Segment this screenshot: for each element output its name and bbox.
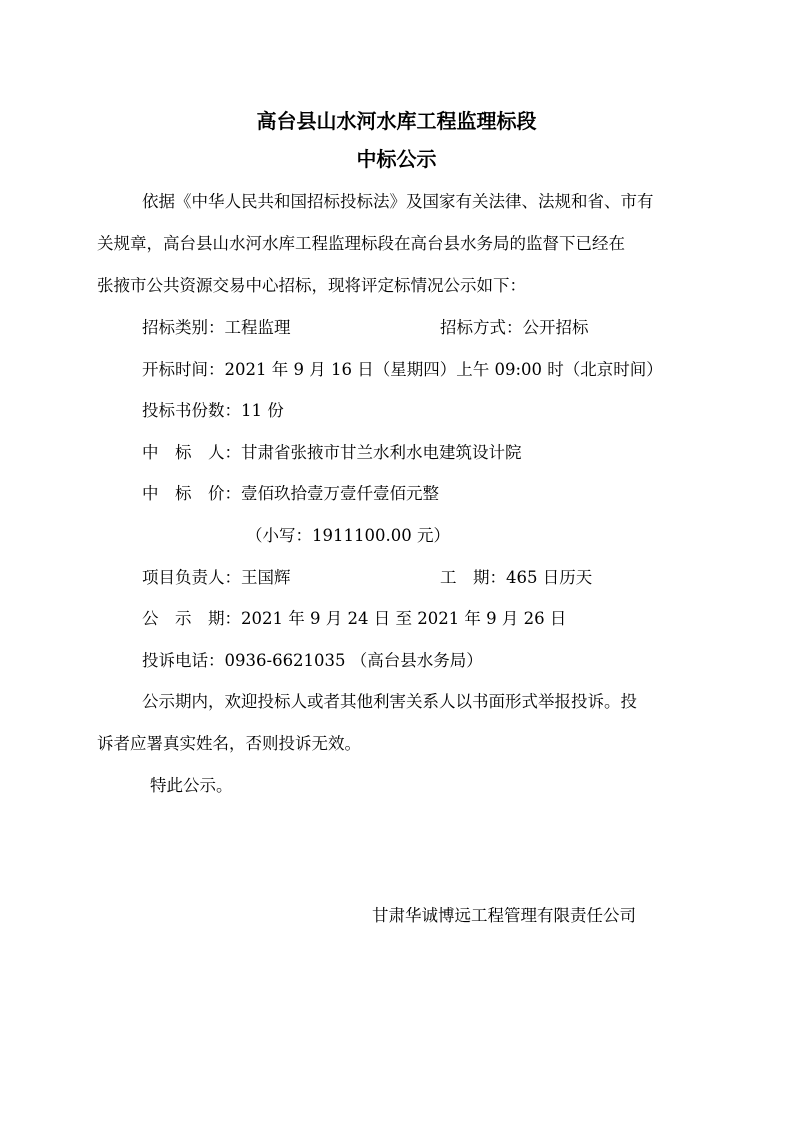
closing-text: 特此公示。 [150,776,233,795]
manager-duration-row [142,566,702,590]
category-method-row [142,316,702,340]
duration [440,566,592,590]
intro-line-2: 关规章，高台县山水河水库工程监理标段在高台县水务局的监督下已经在 [97,234,625,253]
project-manager: 项目负责人：王国辉 [142,568,291,587]
price-numeric: （小写：1911100.00 元） [246,526,450,545]
issuer-signature: 甘肃华诚博远工程管理有限责任公司 [372,906,636,925]
duration-label: 工 期： [440,568,506,587]
winner-row [142,441,522,465]
complaint-note-line-1: 公示期内，欢迎投标人或者其他利害关系人以书面形式举报投诉。投 [142,692,637,711]
intro-line-1: 依据《中华人民共和国招标投标法》及国家有关法律、法规和省、市有 [142,192,654,211]
price-label: 中 标 价： [142,484,241,503]
bid-count: 投标书份数：11 份 [142,401,284,420]
bid-category: 招标类别：工程监理 [142,318,291,337]
bid-method: 招标方式：公开招标 [440,318,589,337]
duration-value: 465 日历天 [506,568,593,587]
bid-open-time: 开标时间：2021 年 9 月 16 日（星期四）上午 09:00 时（北京时间） [142,360,663,379]
winner-value: 甘肃省张掖市甘兰水利水电建筑设计院 [241,443,522,462]
document-title: 高台县山水河水库工程监理标段 [256,109,537,133]
complaint-note-line-2: 诉者应署真实姓名，否则投诉无效。 [97,734,361,753]
notice-period: 公 示 期：2021 年 9 月 24 日 至 2021 年 9 月 26 日 [142,609,567,628]
complaint-phone: 投诉电话：0936-6621035 （高台县水务局） [142,651,483,670]
document-subtitle: 中标公示 [356,147,437,171]
price-row [142,482,439,506]
winner-label: 中 标 人： [142,443,241,462]
price-value: 壹佰玖拾壹万壹仟壹佰元整 [241,484,439,503]
intro-line-3: 张掖市公共资源交易中心招标，现将评定标情况公示如下： [97,276,526,295]
